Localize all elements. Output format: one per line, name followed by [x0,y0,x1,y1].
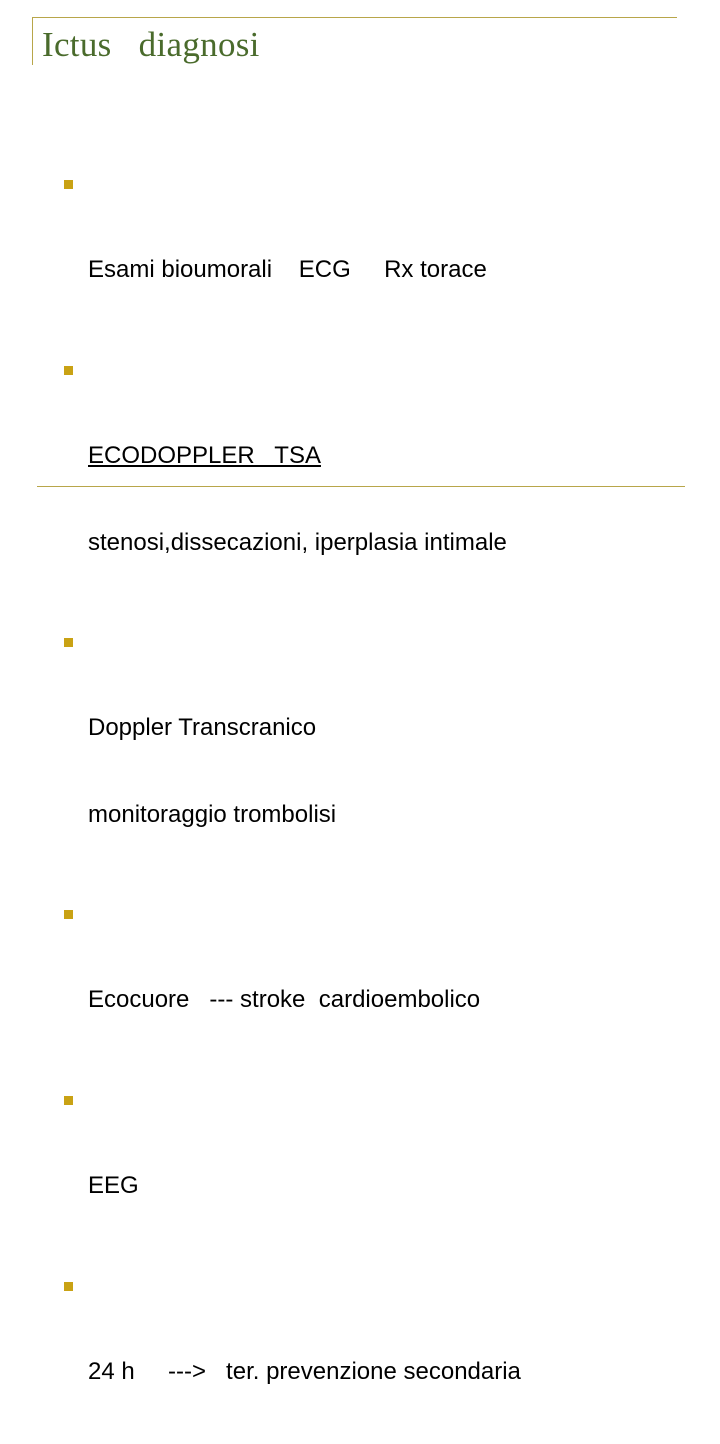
bullet-text: Ecocuore --- stroke cardioembolico [88,986,481,1013]
bullet-subtext: stenosi,dissecazioni, iperplasia intimale [88,529,507,556]
bullet-item [62,626,702,887]
slide-title: Ictus diagnosi [42,25,260,64]
bullet-text: Doppler Transcranico [88,714,317,741]
bullet-list [62,168,702,1444]
bullet-item [62,168,702,342]
bullet-text: EEG [88,1172,139,1199]
bullet-text: 24 h ---> ter. prevenzione secondaria [88,1358,521,1385]
square-bullet-icon [64,910,73,919]
square-bullet-icon [64,366,73,375]
bullet-text: Esami bioumorali ECG Rx torace [88,256,487,283]
square-bullet-icon [64,1096,73,1105]
top-rule [32,17,677,18]
square-bullet-icon [64,638,73,647]
bullet-item [62,1084,702,1258]
bullet-subtext: monitoraggio trombolisi [88,801,337,828]
bullet-item [62,1270,702,1444]
bullet-item [62,898,702,1072]
bullet-item [62,354,702,615]
bullet-text: ECODOPPLER TSA [88,442,321,469]
bottom-rule [37,486,685,487]
square-bullet-icon [64,180,73,189]
square-bullet-icon [64,1282,73,1291]
top-rule-vertical [32,17,33,65]
